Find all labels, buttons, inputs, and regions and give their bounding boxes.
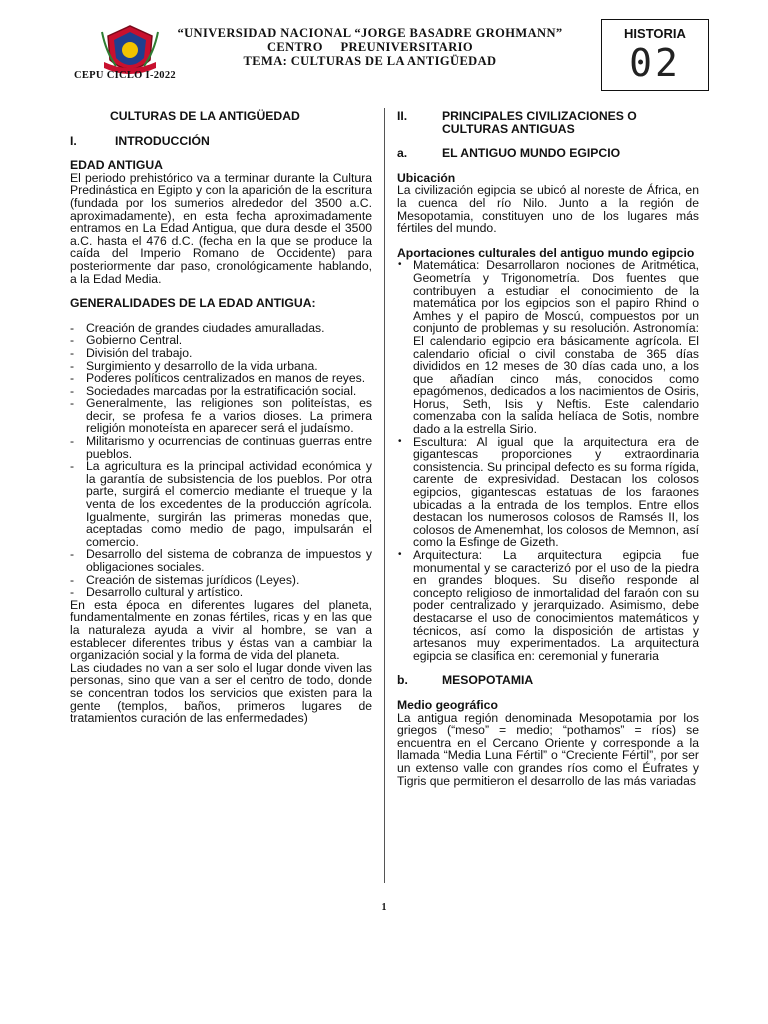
edad-antigua-text: El periodo prehistórico va a terminar durante la Cultura Predinástica en Egipto y con la aparición de la escritura (fundada por los sumerios alrededor del 3500 a.C. aproximadamente), en esta fecha aproximadamente entramos en La Edad Antigua, que dura desde el 3500 a.C. hasta el 476 d.C. (fecha en la que se produce la caída del Imperio Romano de Occidente) para posteriormente dar paso, cronológicamente hablando, a la Edad Media. [70, 170, 372, 286]
left-column [70, 110, 372, 725]
list-item: - Surgimiento y desarrollo de la vida urbana. [70, 360, 372, 373]
list-item: • Escultura: Al igual que la arquitectura era de gigantescas proporciones y extraordinaria consistencia. Su principal defecto es su forma rígida, carente de expresividad. Destacan los colosos egipcios, gigantescas estatuas de los faraones ubicadas a la entrada de los templos. Entre ellos destacan los numerosos colosos de Ramsés II, los colosos de Amenemhat, los colosos de Memnon, así como la Esfinge de Gizeth. [397, 436, 699, 549]
subsection-heading-mesopotamia [397, 674, 699, 687]
medio-geografico-text: La antigua región denominada Mesopotamia por los griegos (“meso” = medio; “pothamos” = ríos) se encuentra en el Cercano Oriente y corresponde a la llamada “Media Luna Fértil” o “Creciente Fértil”, por ser un extenso valle con grandes ríos como el Éufrates y Tigris que permitieron el desarrollo de las más variadas [397, 710, 699, 788]
section-number: II. [397, 109, 408, 123]
page-header [0, 0, 768, 100]
list-item: - División del trabajo. [70, 347, 372, 360]
list-item: - La agricultura es la principal actividad económica y la garantía de subsistencia de los pueblos. Por otra parte, surgirá el comercio mediante el trueque y la venta de los excedentes de la producción agrícola. Igualmente, surgirán las primeras monedas que, aceptadas como medio de pago, impulsarán el comercio. [70, 460, 372, 548]
unit-number: 02 [629, 41, 681, 85]
university-name: “UNIVERSIDAD NACIONAL “JORGE BASADRE GROHMANN” [177, 26, 563, 40]
aportaciones-title: Aportaciones culturales del antiguo mundo egipcio [397, 245, 695, 260]
list-item: • Matemática: Desarrollaron nociones de Aritmética, Geometría y Trigonometría. Dos fuentes que contribuyen a estudiar el conocimiento de la matemática por los egipcios son el papiro Rhind o Amhes y el papiro de Moscú, compuestos por un conjunto de problemas y su resolución. Astronomía: El calendario egipcio era básicamente agrícola. El calendario oficial o civil constaba de 365 días divididos en 12 meses de 30 días cada uno, a los que añadían cinco más, conocidos como epagómenos, dedicados a los nacimientos de Osiris, Horus, Seth, Isis y Neftis. Este calendario comenzaba con la salida helíaca de Sotis, nombre dado a la estrella Sirio. [397, 259, 699, 435]
subsection-label: MESOPOTAMIA [442, 673, 534, 688]
aportaciones-list [397, 259, 699, 662]
section-heading-intro [70, 135, 372, 148]
list-item: - Creación de sistemas jurídicos (Leyes). [70, 574, 372, 587]
list-item: - Desarrollo del sistema de cobranza de impuestos y obligaciones sociales. [70, 548, 372, 573]
list-item: - Gobierno Central. [70, 334, 372, 347]
list-item: - Poderes políticos centralizados en manos de reyes. [70, 372, 372, 385]
subject-label: HISTORIA [624, 26, 686, 41]
list-item: - Militarismo y ocurrencias de continuas guerras entre pueblos. [70, 435, 372, 460]
subsection-heading-egipto [397, 147, 699, 160]
page-number: 1 [381, 902, 387, 913]
ubicacion-title: Ubicación [397, 170, 456, 185]
generalidades-title: GENERALIDADES DE LA EDAD ANTIGUA: [70, 296, 316, 311]
header-title [170, 26, 570, 68]
generalidades-list [70, 322, 372, 599]
subsection-label: EL ANTIGUO MUNDO EGIPCIO [442, 146, 621, 161]
column-divider [384, 108, 385, 883]
center-name: CENTRO PREUNIVERSITARIO [266, 40, 474, 54]
subject-box [601, 19, 709, 91]
paragraph: Las ciudades no van a ser solo el lugar donde viven las personas, sino que van a ser el centro de todo, donde se concentran todos los servicios que existen para la gente (templos, baños, primeros lugares de tratamientos curación de las enfermedades) [70, 660, 372, 726]
paragraph: En esta época en diferentes lugares del planeta, fundamentalmente en zonas fértiles, ricas y en las que la naturaleza ayuda a vivir al hombre, se van a establecer diferentes tribus y éstas van a cambiar la organización social y la forma de vida del planeta. [70, 597, 372, 663]
section-label: PRINCIPALES CIVILIZACIONES O CULTURAS ANTIGUAS [442, 109, 637, 136]
right-column [397, 110, 699, 787]
section-heading-civilizaciones [397, 110, 699, 135]
subsection-letter: b. [397, 673, 408, 688]
medio-geografico-title: Medio geográfico [397, 697, 498, 712]
list-item: - Creación de grandes ciudades amuralladas. [70, 322, 372, 335]
list-item: - Sociedades marcadas por la estratificación social. [70, 385, 372, 398]
section-label: INTRODUCCIÓN [115, 133, 210, 148]
subsection-letter: a. [397, 146, 408, 161]
list-item: - Generalmente, las religiones son politeístas, es decir, se profesa fe a varios dioses. La primera religión monoteísta en aparecer será el judaísmo. [70, 397, 372, 435]
topic-title: TEMA: CULTURAS DE LA ANTIGÜEDAD [243, 54, 497, 68]
document-title: CULTURAS DE LA ANTIGÜEDAD [110, 109, 300, 123]
list-item: • Arquitectura: La arquitectura egipcia fue monumental y se caracterizó por el uso de la piedra en grandes bloques. Su diseño responde al concepto religioso de inmortalidad del faraón con su poder centralizado y jerarquizado. Asimismo, debe destacarse el uso de conocimientos matemáticos y técnicos, así como la disposición de artistas y artesanos muy experimentados. La arquitectura egipcia se clasifica en: ceremonial y funeraria [397, 549, 699, 662]
ubicacion-text: La civilización egipcia se ubicó al noreste de África, en la cuenca del río Nilo. Junto a la región de Mesopotamia, constituyen uno de los lugares más fértiles del mundo. [397, 183, 699, 236]
edad-antigua-title: EDAD ANTIGUA [70, 158, 163, 173]
section-number: I. [70, 133, 77, 148]
list-item: - Desarrollo cultural y artístico. [70, 586, 372, 599]
cycle-label: CEPU CICLO I-2022 [74, 70, 176, 81]
